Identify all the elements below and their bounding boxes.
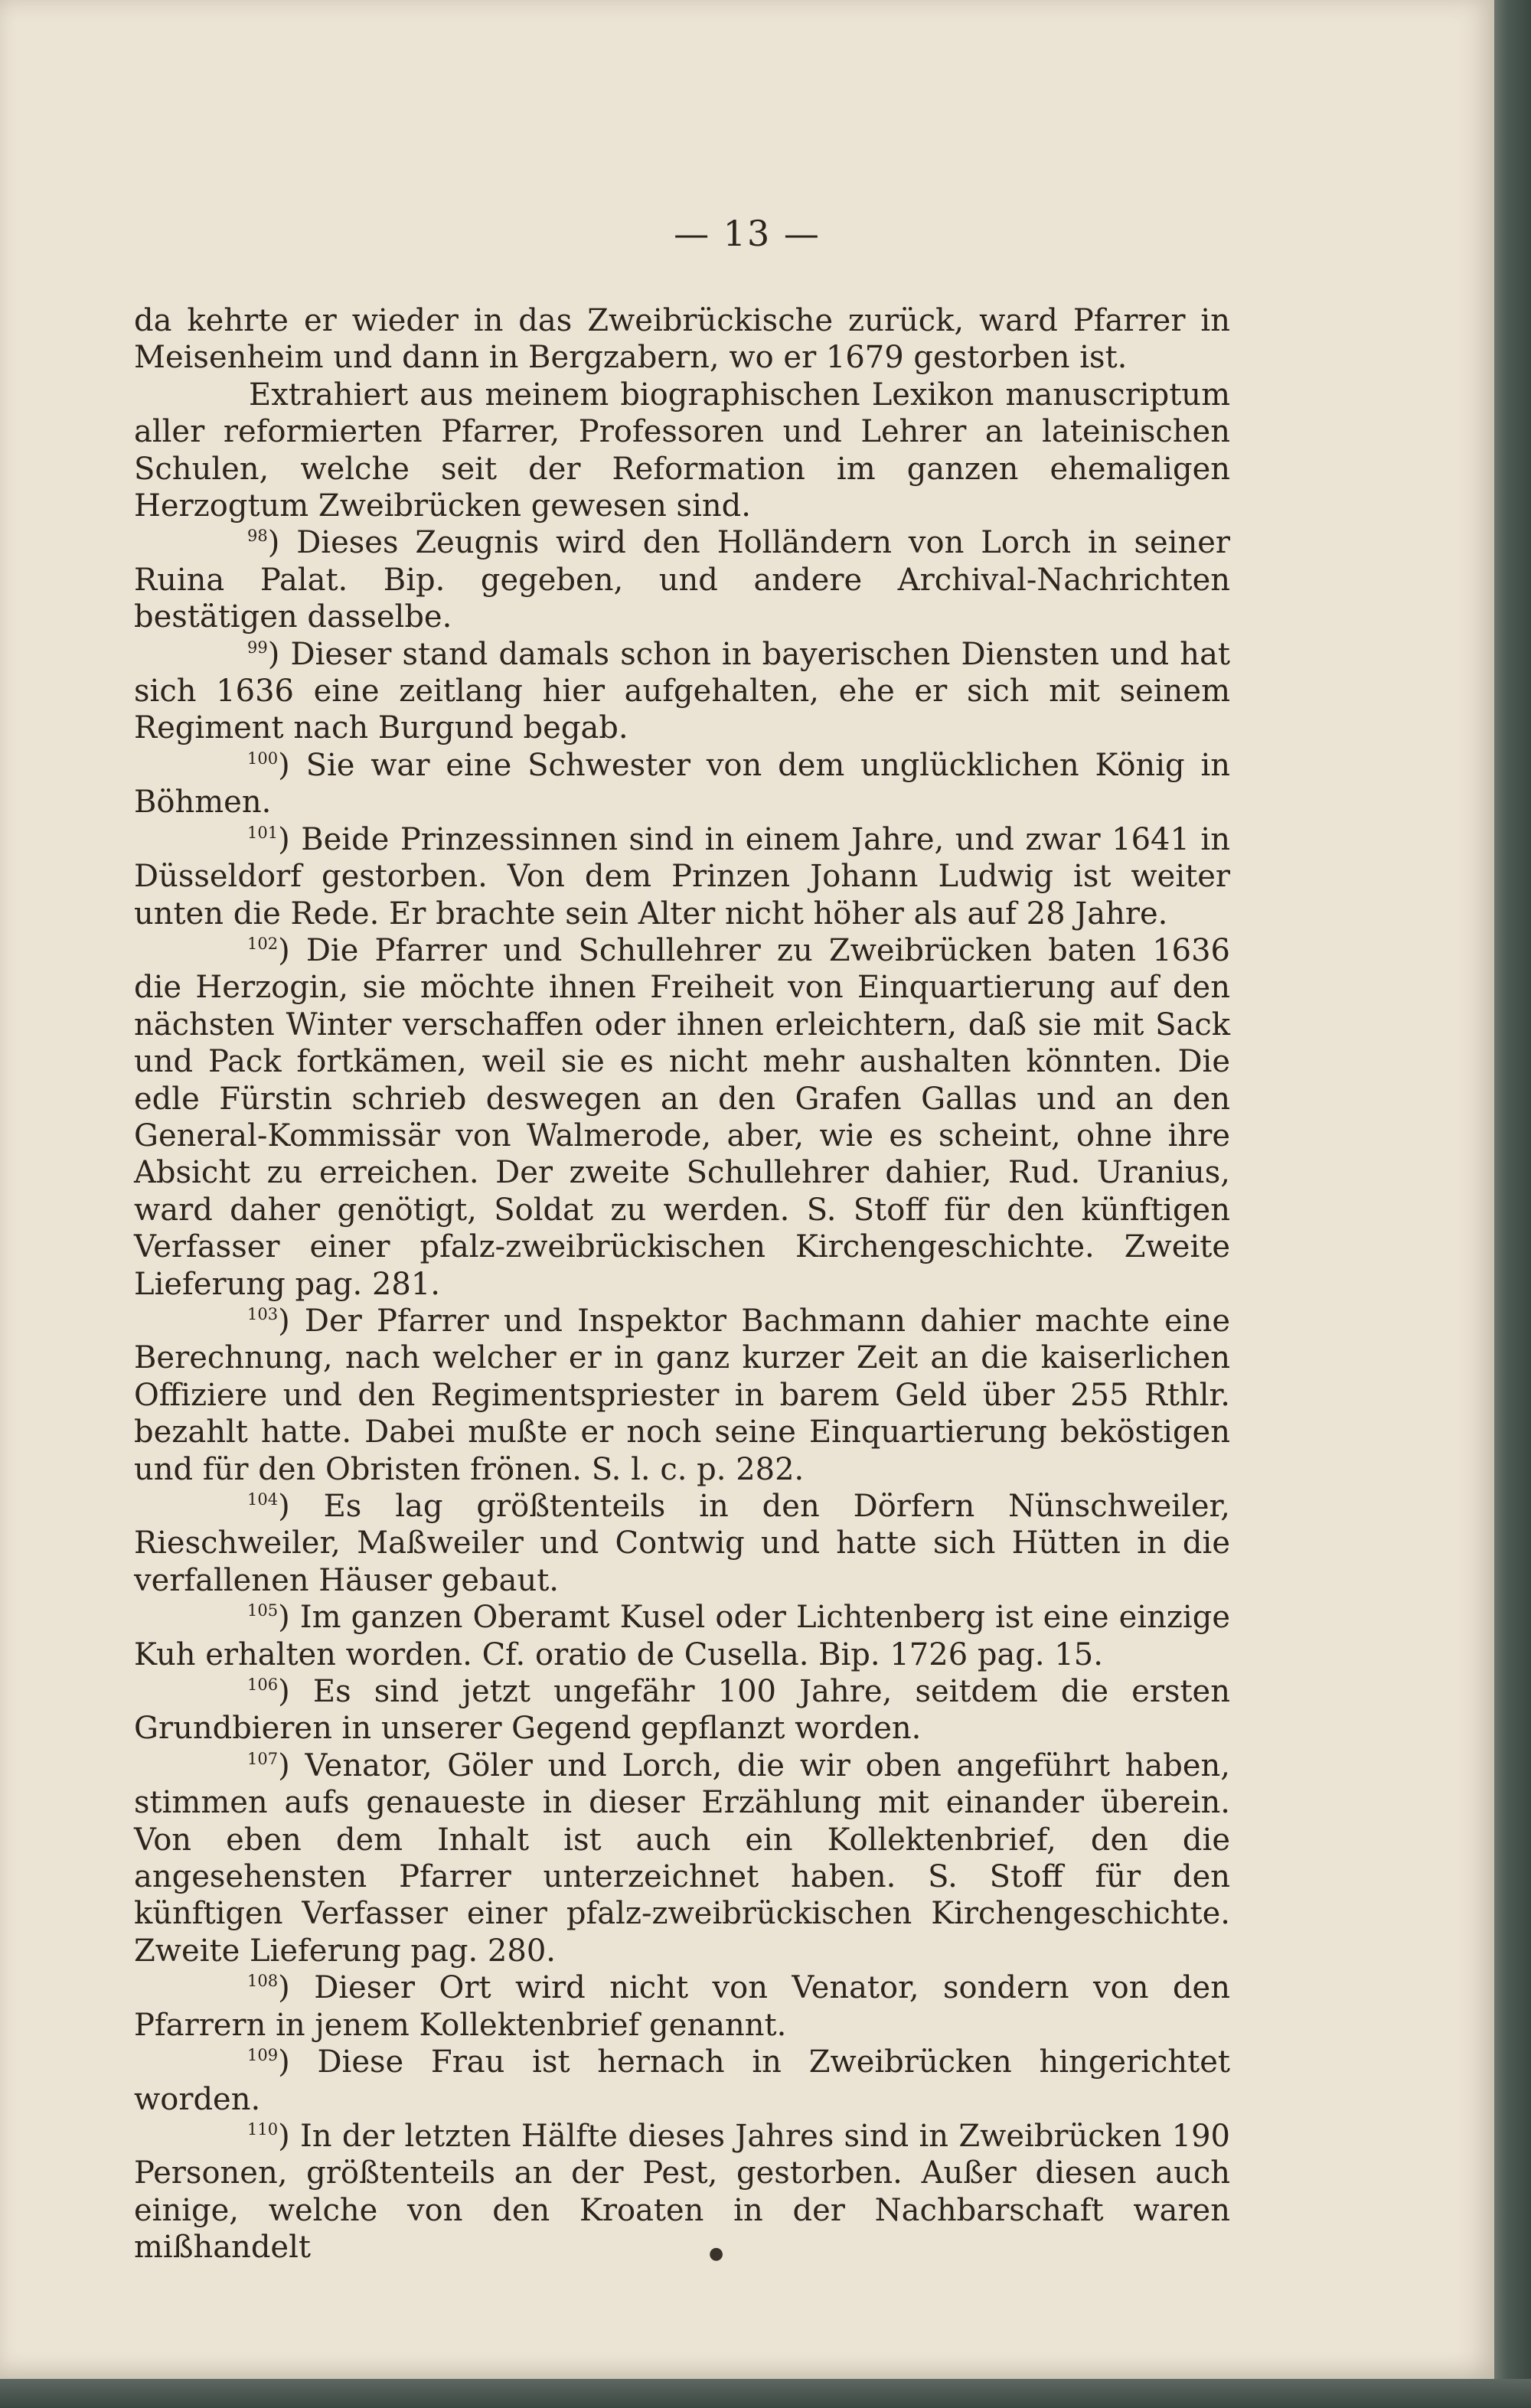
footnote: $^{104}$) Es lag größtenteils in den Dörfern Nünschweiler, Rieschweiler, Maßweiler und Contwig und hatte sich Hütten in die verfallenen Häuser gebaut. xyxy=(134,1489,1230,1598)
footnote: $^{109}$) Diese Frau ist hernach in Zweibrücken hingerichtet worden. xyxy=(134,2044,1230,2117)
footnote: $^{108}$) Dieser Ort wird nicht von Venator, sondern von den Pfarrern in jenem Kollektenbrief genannt. xyxy=(134,1970,1230,2043)
footnote-number: 110 xyxy=(247,2119,279,2139)
footnote-text: Diese Frau ist hernach in Zweibrücken hingerichtet worden. xyxy=(134,2044,1230,2117)
text-paragraph: da kehrte er wieder in das Zweibrückische zurück, ward Pfarrer in Meisenheim und dann in Bergzabern, wo er 1679 gestorben ist. xyxy=(134,303,1230,376)
footnote-text: Der Pfarrer und Inspektor Bachmann dahier machte eine Berechnung, nach welcher er in ganz kurzer Zeit an die kaiserlichen Offiziere und den Regimentspriester in barem Geld über 255 Rthlr. bezahlt hatte. Dabei mußte er noch seine Einquartierung beköstigen und für den Obristen frönen. S. l. c. p. 282. xyxy=(134,1303,1230,1487)
footnote-text: Dieser stand damals schon in bayerischen Diensten und hat sich 1636 eine zeitlang hier aufgehalten, ehe er sich mit seinem Regiment nach Burgund begab. xyxy=(134,636,1230,746)
book-bottom-edge xyxy=(0,2379,1531,2408)
footnote-text: Es lag größtenteils in den Dörfern Nünschweiler, Rieschweiler, Maßweiler und Contwig und hatte sich Hütten in die verfallenen Häuser gebaut. xyxy=(134,1489,1230,1598)
footnote-text: Sie war eine Schwester von dem unglücklichen König in Böhmen. xyxy=(134,747,1230,821)
footnote-number: 103 xyxy=(247,1304,279,1323)
footnote-number: 101 xyxy=(247,823,279,842)
footnote-number: 105 xyxy=(247,1601,279,1620)
footnote-number: 104 xyxy=(247,1490,279,1509)
footnote-number: 108 xyxy=(247,1972,279,1991)
footnote-number: 107 xyxy=(247,1749,279,1768)
footnote: $^{105}$) Im ganzen Oberamt Kusel oder Lichtenberg ist eine einzige Kuh erhalten worden. Cf. oratio de Cusella. Bip. 1726 pag. 15. xyxy=(134,1600,1230,1672)
printer-mark-icon: ● xyxy=(709,2244,724,2263)
footnote: $^{107}$) Venator, Göler und Lorch, die wir oben angeführt haben, stimmen aufs genaueste in dieser Erzählung mit einander überein. Von eben dem Inhalt ist auch ein Kollektenbrief, den die angesehensten Pfarrer unterzeichnet haben. S. Stoff für den künftigen Verfasser einer pfalz-zweibrückischen Kirchengeschichte. Zweite Lieferung pag. 280. xyxy=(134,1747,1230,1969)
footnote: $^{106}$) Es sind jetzt ungefähr 100 Jahre, seitdem die ersten Grundbieren in unserer Gegend gepflanzt worden. xyxy=(134,1674,1230,1747)
footnote-number: 109 xyxy=(247,2046,279,2065)
footnote-number: 98 xyxy=(247,527,268,546)
page-number-header: — 13 — xyxy=(674,213,821,254)
footnote: $^{110}$) In der letzten Hälfte dieses Jahres sind in Zweibrücken 190 Personen, größtenteils an der Pest, gestorben. Außer diesen auch einige, welche von den Kroaten in der Nachbarschaft waren mißhandelt xyxy=(134,2118,1231,2266)
footnote-number: 99 xyxy=(247,638,268,657)
footnote: $^{103}$) Der Pfarrer und Inspektor Bachmann dahier machte eine Berechnung, nach welcher er in ganz kurzer Zeit an die kaiserlichen Offiziere und den Regimentspriester in barem Geld über 255 Rthlr. bezahlt hatte. Dabei mußte er noch seine Einquartierung beköstigen und für den Obristen frönen. S. l. c. p. 282. xyxy=(134,1303,1230,1487)
footnote-text: Es sind jetzt ungefähr 100 Jahre, seitdem die ersten Grundbieren in unserer Gegend gepflanzt worden. xyxy=(134,1674,1230,1747)
footnote: $^{102}$) Die Pfarrer und Schullehrer zu Zweibrücken baten 1636 die Herzogin, sie möchte ihnen Freiheit von Einquartierung auf den nächsten Winter verschaffen oder ihnen erleichtern, daß sie mit Sack und Pack fortkämen, weil sie es nicht mehr aushalten könnten. Die edle Fürstin schrieb deswegen an den Grafen Gallas und an den General-Kommissär von Walmerode, aber, wie es scheint, ohne ihre Absicht zu erreichen. Der zweite Schullehrer dahier, Rud. Uranius, ward daher genötigt, Soldat zu werden. S. Stoff für den künftigen Verfasser einer pfalz-zweibrückischen Kirchengeschichte. Zweite Lieferung pag. 281. xyxy=(134,932,1230,1302)
footnote-number: 102 xyxy=(247,934,279,953)
footnote: $^{98}$) Dieses Zeugnis wird den Holländern von Lorch in seiner Ruina Palat. Bip. gegeben, und andere Archival-Nachrichten bestätigen dasselbe. xyxy=(134,525,1230,635)
footnote-text: Die Pfarrer und Schullehrer zu Zweibrücken baten 1636 die Herzogin, sie möchte ihnen Freiheit von Einquartierung auf den nächsten Winter verschaffen oder ihnen erleichtern, daß sie mit Sack und Pack fortkämen, weil sie es nicht mehr aushalten könnten. Die edle Fürstin schrieb deswegen an den Grafen Gallas und an den General-Kommissär von Walmerode, aber, wie es scheint, ohne ihre Absicht zu erreichen. Der zweite Schullehrer dahier, Rud. Uranius, ward daher genötigt, Soldat zu werden. S. Stoff für den künftigen Verfasser einer pfalz-zweibrückischen Kirchengeschichte. Zweite Lieferung pag. 281. xyxy=(134,932,1230,1302)
page-text xyxy=(134,302,1230,2266)
footnote-number: 106 xyxy=(247,1675,279,1695)
footnote: $^{99}$) Dieser stand damals schon in bayerischen Diensten und hat sich 1636 eine zeitlang hier aufgehalten, ehe er sich mit seinem Regiment nach Burgund begab. xyxy=(134,636,1230,746)
footnote-text: Dieses Zeugnis wird den Holländern von Lorch in seiner Ruina Palat. Bip. gegeben, und andere Archival-Nachrichten bestätigen dasselbe. xyxy=(134,525,1230,635)
book-cover-edge xyxy=(1494,0,1531,2408)
footnote: $^{101}$) Beide Prinzessinnen sind in einem Jahre, und zwar 1641 in Düsseldorf gestorben. Von dem Prinzen Johann Ludwig ist weiter unten die Rede. Er brachte sein Alter nicht höher als auf 28 Jahre. xyxy=(134,821,1230,932)
footnote-text: Beide Prinzessinnen sind in einem Jahre, und zwar 1641 in Düsseldorf gestorben. Von dem Prinzen Johann Ludwig ist weiter unten die Rede. Er brachte sein Alter nicht höher als auf 28 Jahre. xyxy=(134,821,1230,932)
footnote-text: Im ganzen Oberamt Kusel oder Lichtenberg ist eine einzige Kuh erhalten worden. Cf. oratio de Cusella. Bip. 1726 pag. 15. xyxy=(134,1600,1230,1672)
footnote: $^{100}$) Sie war eine Schwester von dem unglücklichen König in Böhmen. xyxy=(134,747,1230,821)
text-paragraph: Extrahiert aus meinem biographischen Lexikon manuscriptum aller reformierten Pfarrer, Professoren und Lehrer an lateinischen Schulen, welche seit der Reformation im ganzen ehemaligen Herzogtum Zweibrücken gewesen sind. xyxy=(134,377,1230,524)
footnote-number: 100 xyxy=(247,749,279,768)
footnote-text: Dieser Ort wird nicht von Venator, sondern von den Pfarrern in jenem Kollektenbrief genannt. xyxy=(134,1970,1230,2043)
footnote-text: In der letzten Hälfte dieses Jahres sind in Zweibrücken 190 Personen, größtenteils an der Pest, gestorben. Außer diesen auch einige, welche von den Kroaten in der Nachbarschaft waren mißhandelt xyxy=(134,2118,1231,2266)
footnote-text: Venator, Göler und Lorch, die wir oben angeführt haben, stimmen aufs genaueste in dieser Erzählung mit einander überein. Von eben dem Inhalt ist auch ein Kollektenbrief, den die angesehensten Pfarrer unterzeichnet haben. S. Stoff für den künftigen Verfasser einer pfalz-zweibrückischen Kirchengeschichte. Zweite Lieferung pag. 280. xyxy=(134,1747,1230,1969)
